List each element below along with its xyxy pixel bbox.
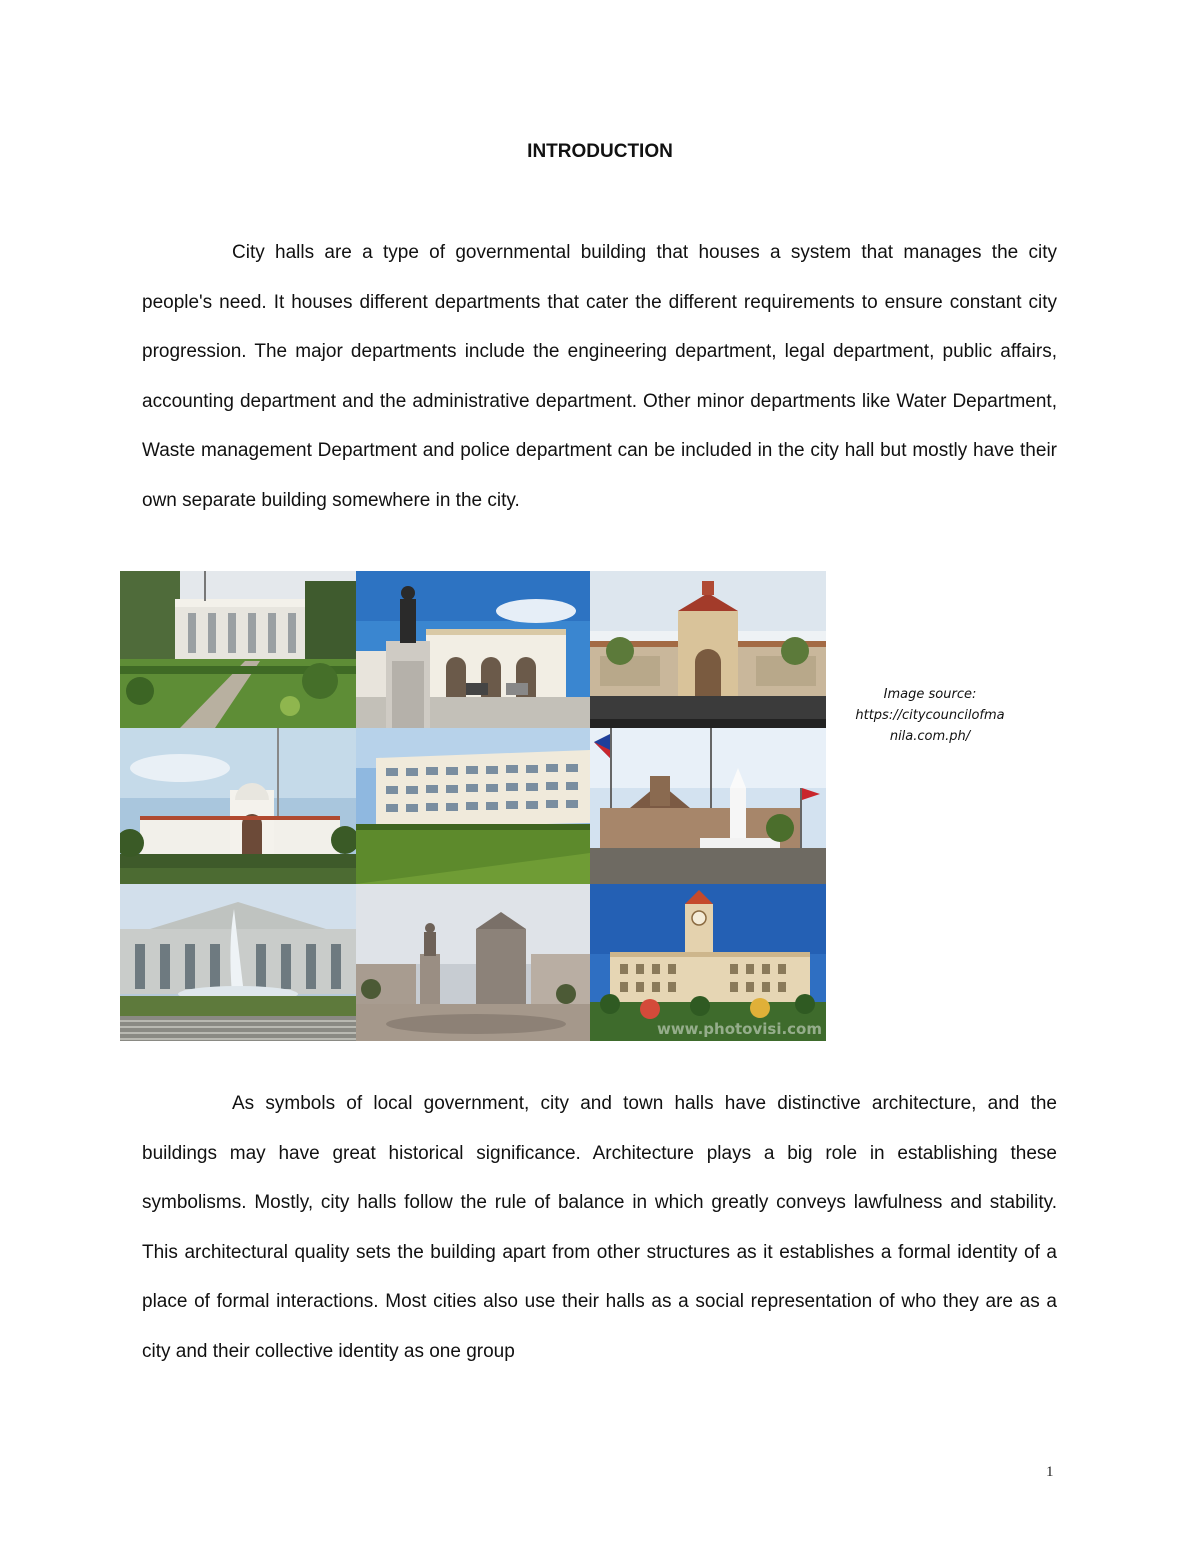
- city-hall-photo-5: [356, 728, 590, 884]
- intro-paragraph: City halls are a type of governmental building that houses a system that manages the city people's need. It houses different departments that cater the different requirements to ensure constant city progression. The major departments include the engineering department, legal department, public affairs, accounting department and the administrative department. Other minor departments like Water Department, Waste management Department and police department can be included in the city hall but mostly have their own separate building somewhere in the city.: [142, 242, 1057, 511]
- city-hall-photo-7: [120, 884, 356, 1041]
- city-hall-photo-4: [120, 728, 356, 884]
- page-heading: INTRODUCTION: [527, 141, 673, 162]
- city-hall-photo-collage: [120, 571, 826, 1041]
- image-source-caption: [855, 684, 1005, 747]
- city-hall-photo-9: [590, 884, 826, 1041]
- city-hall-photo-6: [590, 728, 826, 884]
- caption-url-part-2: nila.com.ph/: [889, 729, 971, 744]
- city-hall-photo-2: [356, 571, 590, 728]
- page-number: 1: [1046, 1464, 1054, 1480]
- city-hall-photo-3: [590, 571, 826, 728]
- caption-label: Image source:: [883, 687, 977, 702]
- city-hall-photo-8: [356, 884, 590, 1041]
- symbolism-paragraph: As symbols of local government, city and town halls have distinctive architecture, and the buildings may have great historical significance. Architecture plays a big role in establishing these symbolisms. Mostly, city halls follow the rule of balance in which greatly conveys lawfulness and stability. This architectural quality sets the building apart from other structures as it establishes a formal identity of a place of formal interactions. Most cities also use their halls as a social representation of who they are as a city and their collective identity as one group: [142, 1093, 1057, 1362]
- caption-url-part-1: https://citycouncilofma: [855, 708, 1005, 723]
- city-hall-photo-1: [120, 571, 356, 728]
- collage-watermark: www.photovisi.com: [656, 1020, 822, 1038]
